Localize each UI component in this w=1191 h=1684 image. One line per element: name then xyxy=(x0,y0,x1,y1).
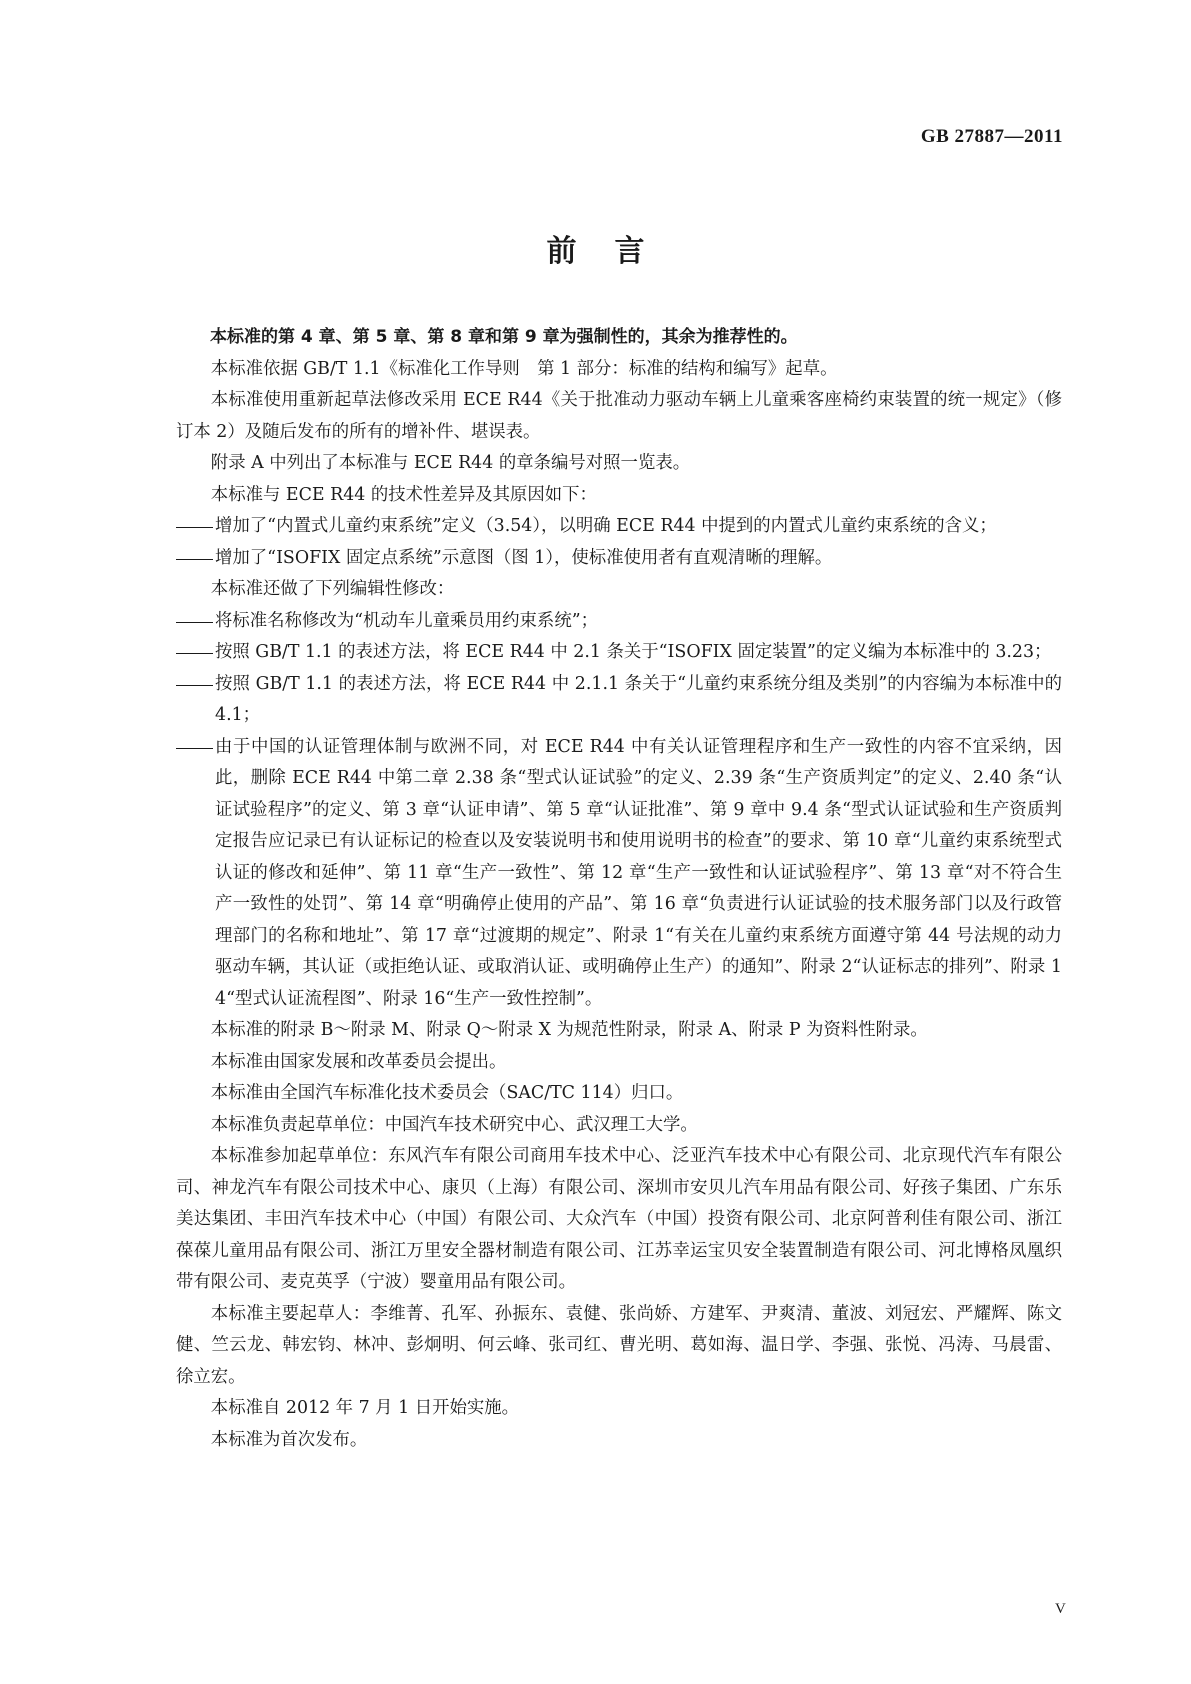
paragraph-annex-a: 附录 A 中列出了本标准与 ECE R44 的章条编号对照一览表。 xyxy=(210,453,691,473)
paragraph-lead-drafters: 本标准负责起草单位：中国汽车技术研究中心、武汉理工大学。 xyxy=(210,1114,698,1135)
dash-item-builtin-definition: 增加了“内置式儿童约束系统”定义（3.54），以明确 ECE R44 中提到的内置式儿童约束系统的含义； xyxy=(176,511,1062,543)
page-title: 前言 xyxy=(546,234,683,269)
dash-item-certification-deletions: 由于中国的认证管理体制与欧洲不同，对 ECE R44 中有关认证管理程序和生产一致性的内容不宜采纳，因此，删除 ECE R44 中第二章 2.38 条“型式认证试验”的定义、2.39 条“生产资质判定”的定义、2.40 条“认证试验程序”的定义、第 3 章“认证申请”、第 5 章“认证批准”、第 9 章中 9.4 条“型式认证试验和生产资质判定报告应记录已有认证标记的检查以及安装说明书和使用说明书的检查”的要求、第 10 章“儿童约束系统型式认证的修改和延伸”、第 11 章“生产一致性”、第 12 章“生产一致性和认证试验程序”、第 13 章“对不符合生产一致性的处罚”、第 14 章“明确停止使用的产品”、第 16 章“负责进行认证试验的技术服务部门以及行政管理部门的名称和地址”、第 17 章“过渡期的规定”、附录 1“有关在儿童约束系统方面遵守第 44 号法规的动力驱动车辆，其认证（或拒绝认证、或取消认证、或明确停止生产）的通知”、附录 2“认证标志的排列”、附录 14“型式认证流程图”、附录 16“生产一致性控制”。 xyxy=(176,732,1062,1016)
paragraph-main-drafters: 本标准主要起草人：李维菁、孔军、孙振东、袁健、张尚娇、方建军、尹爽清、董波、刘冠宏、严耀辉、陈文健、竺云龙、韩宏钧、林冲、彭炯明、何云峰、张司红、曹光明、葛如海、温日学、李强、张悦、冯涛、马晨雷、徐立宏。 xyxy=(176,1303,1062,1387)
paragraph-proposer: 本标准由国家发展和改革委员会提出。 xyxy=(210,1051,507,1072)
dash-item-isofix-definition: 按照 GB/T 1.1 的表述方法，将 ECE R44 中 2.1 条关于“ISOFIX 固定装置”的定义编为本标准中的 3.23； xyxy=(176,637,1062,669)
standard-number: GB 27887—2011 xyxy=(920,126,1063,147)
paragraph-committee: 本标准由全国汽车标准化技术委员会（SAC/TC 114）归口。 xyxy=(210,1083,684,1103)
dash-item-group-classification: 按照 GB/T 1.1 的表述方法，将 ECE R44 中 2.1.1 条关于“儿童约束系统分组及类别”的内容编为本标准中的 4.1； xyxy=(176,669,1062,732)
paragraph-editorial-changes: 本标准还做了下列编辑性修改： xyxy=(210,579,455,599)
paragraph-first-release: 本标准为首次发布。 xyxy=(210,1429,368,1450)
foreword-body xyxy=(176,322,1062,1456)
dash-item-isofix-diagram: 增加了“ISOFIX 固定点系统”示意图（图 1），使标准使用者有直观清晰的理解。 xyxy=(176,543,1062,575)
mandatory-clause-statement: 本标准的第 4 章、第 5 章、第 8 章和第 9 章为强制性的，其余为推荐性的。 xyxy=(210,327,798,347)
paragraph-technical-differences: 本标准与 ECE R44 的技术性差异及其原因如下： xyxy=(210,484,597,505)
dash-item-title-change: 将标准名称修改为“机动车儿童乘员用约束系统”； xyxy=(176,606,1062,638)
page-number: V xyxy=(1055,1601,1066,1617)
paragraph-effective-date: 本标准自 2012 年 7 月 1 日开始实施。 xyxy=(210,1398,520,1418)
paragraph-adoption-method: 本标准使用重新起草法修改采用 ECE R44《关于批准动力驱动车辆上儿童乘客座椅约束装置的统一规定》（修订本 2）及随后发布的所有的增补件、堪误表。 xyxy=(176,390,1062,442)
paragraph-drafting-basis: 本标准依据 GB/T 1.1《标准化工作导则 第 1 部分：标准的结构和编写》起草。 xyxy=(210,358,838,379)
paragraph-participating-units: 本标准参加起草单位：东风汽车有限公司商用车技术中心、泛亚汽车技术中心有限公司、北京现代汽车有限公司、神龙汽车有限公司技术中心、康贝（上海）有限公司、深圳市安贝儿汽车用品有限公司、好孩子集团、广东乐美达集团、丰田汽车技术中心（中国）有限公司、大众汽车（中国）投资有限公司、北京阿普利佳有限公司、浙江葆葆儿童用品有限公司、浙江万里安全器材制造有限公司、江苏幸运宝贝安全装置制造有限公司、河北博格凤凰织带有限公司、麦克英孚（宁波）婴童用品有限公司。 xyxy=(176,1146,1062,1292)
paragraph-annex-types: 本标准的附录 B～附录 M、附录 Q～附录 X 为规范性附录，附录 A、附录 P 为资料性附录。 xyxy=(210,1020,928,1040)
